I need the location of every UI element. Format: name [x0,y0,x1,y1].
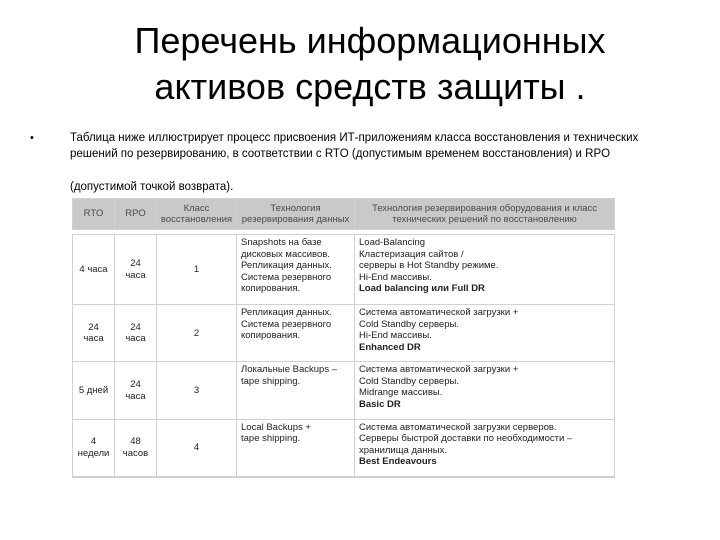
slide-title-line-2: активов средств защиты . [154,66,586,107]
recovery-class-table [72,198,615,478]
hw-tech-line: Система автоматической загрузки + [359,364,519,376]
header-recovery-class: Класс восстановления [157,199,237,230]
hw-tech-line: хранилища данных. [359,444,447,456]
data-tech-line: Система резервного [241,318,332,330]
data-tech-line: tape shipping. [241,375,301,387]
table-row [73,362,615,419]
hw-tech-solution-class: Enhanced DR [359,341,421,353]
data-tech-line: tape shipping. [241,433,301,445]
bullet-text: Таблица ниже иллюстрирует процесс присвоения ИТ-приложениям класса восстановления и технических решений по резервированию, в соответствии с RTO (допустимым временем восстановления) и RPO [70,132,639,160]
data-tech-line: Локальные Backups – [241,364,338,376]
hw-tech-line: Midrange массивы. [359,387,443,399]
data-tech-line: Snapshots на базе [241,237,322,248]
hw-tech-line: серверы в Hot Standby режиме. [359,260,499,271]
data-tech-line: дисковых массивов. [241,248,330,260]
cell-rto: 4 недели [73,419,115,477]
cell-recovery-class: 4 [157,419,237,477]
bullet-continuation: (допустимой точкой возврата). [70,181,234,193]
cell-hw-tech [355,362,615,419]
cell-rpo: 24 часа [115,305,157,362]
cell-recovery-class: 1 [157,235,237,305]
hw-tech-line: Load-Balancing [359,237,426,248]
data-tech-line: копирования. [241,330,301,342]
data-tech-line: Local Backups + [241,421,311,433]
cell-data-tech [237,305,355,362]
cell-data-tech [237,235,355,305]
table-row [73,419,615,477]
hw-tech-solution-class: Best Endeavours [359,456,437,468]
hw-tech-solution-class: Load balancing или Full DR [359,283,485,294]
cell-hw-tech [355,305,615,362]
cell-rpo: 24 часа [115,362,157,419]
hw-tech-line: Hi-End массивы. [359,330,432,342]
hw-tech-line: Система автоматической загрузки серверов. [359,421,557,433]
hw-tech-line: Система автоматической загрузки + [359,307,519,319]
cell-rto: 5 дней [73,362,115,419]
table-header-row [73,199,615,230]
hw-tech-line: Кластеризация сайтов / [359,248,464,260]
bullet-marker: • [30,132,34,144]
cell-recovery-class: 2 [157,305,237,362]
header-rpo: RPO [115,199,157,230]
hw-tech-line: Cold Standby серверы. [359,318,459,330]
hw-tech-solution-class: Basic DR [359,398,401,410]
hw-tech-line: Серверы быстрой доставки по необходимости – [359,433,573,445]
header-hw-tech: Технология резервирования оборудования и класс технических решений по восстановлению [355,199,615,230]
table-row [73,235,615,305]
hw-tech-line: Cold Standby серверы. [359,375,459,387]
hw-tech-line: Hi-End массивы. [359,271,432,283]
cell-rpo: 48 часов [115,419,157,477]
cell-hw-tech [355,419,615,477]
data-tech-line: Репликация данных. [241,260,332,271]
cell-rpo: 24 часа [115,235,157,305]
data-tech-line: Репликация данных. [241,307,332,319]
header-rto: RTO [73,199,115,230]
cell-rto: 4 часа [73,235,115,305]
slide-title-line-1: Перечень информационных [134,20,606,61]
data-tech-line: Система резервного [241,271,332,283]
table-row [73,305,615,362]
cell-data-tech [237,362,355,419]
header-data-tech: Технология резервирования данных [237,199,355,230]
cell-hw-tech [355,235,615,305]
cell-recovery-class: 3 [157,362,237,419]
cell-rto: 24 часа [73,305,115,362]
data-tech-line: копирования. [241,283,301,294]
slide-title [70,18,670,110]
cell-data-tech [237,419,355,477]
